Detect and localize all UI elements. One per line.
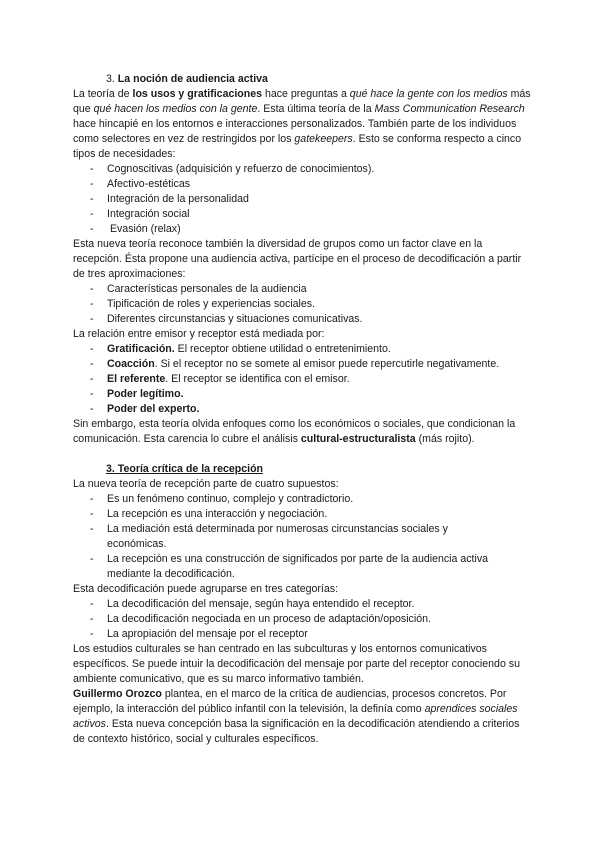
document-page — [73, 72, 533, 747]
list-item: - La recepción es una interacción y negociación. — [86, 507, 533, 522]
mediation-desc: . Si el receptor no se somete al emisor puede repercutirle negativamente. — [154, 358, 500, 370]
approaches-list — [73, 282, 533, 327]
italic-phrase: qué hacen los medios con la gente — [93, 103, 258, 115]
list-item: - Tipificación de roles y experiencias sociales. — [86, 297, 533, 312]
list-item — [86, 357, 533, 372]
section-number: 3. — [106, 73, 115, 85]
list-item — [86, 402, 533, 417]
text-run: . Esta nueva concepción basa la significación en la decodificación atendiendo a criterios de contexto histórico, social y culturales específicos. — [73, 718, 520, 745]
text-run: La teoría de — [73, 88, 133, 100]
list-item: - Integración social — [86, 207, 533, 222]
list-item: - Diferentes circunstancias y situaciones comunicativas. — [86, 312, 533, 327]
paragraph-supuestos: La nueva teoría de recepción parte de cuatro supuestos: — [73, 478, 339, 490]
list-item: - Afectivo-estéticas — [86, 177, 533, 192]
list-item — [86, 387, 533, 402]
italic-phrase: aprendices sociales activos — [73, 703, 518, 730]
text-run: hace preguntas a — [262, 88, 350, 100]
list-item: - Evasión (relax) — [86, 222, 533, 237]
section-heading-teoria-critica — [73, 462, 533, 477]
italic-phrase: Mass Communication Research — [374, 103, 525, 115]
list-item — [86, 342, 533, 357]
mediation-term: El referente — [107, 373, 166, 385]
list-item: - Cognoscitivas (adquisición y refuerzo de conocimientos). — [86, 162, 533, 177]
list-item: - Es un fenómeno continuo, complejo y contradictorio. — [86, 492, 533, 507]
mediation-term: Gratificación. — [107, 343, 175, 355]
bold-term: los usos y gratificaciones — [132, 88, 263, 100]
list-item: - La decodificación negociada en un proceso de adaptación/oposición. — [86, 612, 533, 627]
paragraph-orozco — [73, 687, 533, 747]
assumptions-list — [73, 492, 533, 582]
needs-list — [73, 162, 533, 237]
italic-phrase: gatekeepers — [294, 133, 353, 145]
section-heading-audiencia-activa — [73, 72, 533, 87]
mediation-desc: El receptor obtiene utilidad o entretenimiento. — [174, 343, 391, 355]
section-title: La noción de audiencia activa — [117, 73, 268, 85]
list-item: - La decodificación del mensaje, según haya entendido el receptor. — [86, 597, 533, 612]
paragraph-relacion: La relación entre emisor y receptor está mediada por: — [73, 328, 325, 340]
text-run: más que — [73, 88, 531, 115]
paragraph-usos-gratificaciones — [73, 87, 533, 162]
list-item — [86, 372, 533, 387]
mediation-term: Poder del experto. — [107, 403, 200, 415]
text-run: Sin embargo, esta teoría olvida enfoques como los económicos o sociales, que condicionan la comunicación. Esta carencia lo cubre el análisis — [73, 418, 516, 445]
bold-term: Guillermo Orozco — [73, 688, 162, 700]
italic-phrase: qué hace la gente con los medios — [349, 88, 508, 100]
paragraph-categorias: Esta decodificación puede agruparse en tres categorías: — [73, 583, 339, 595]
text-run: . Esto se conforma respecto a cinco tipos de necesidades: — [73, 133, 522, 160]
text-run: plantea, en el marco de la crítica de audiencias, procesos concretos. Por ejemplo, la interacción del público infantil con la televisión, la definía como — [73, 688, 507, 715]
text-run: (más rojito). — [415, 433, 475, 445]
paragraph-diversidad: Esta nueva teoría reconoce también la diversidad de grupos como un factor clave en la recepción. Ésta propone una audiencia activa, partícipe en el proceso de decodificación a partir de tres aproximaciones: — [73, 238, 522, 280]
section-title: 3. Teoría crítica de la recepción — [106, 463, 264, 475]
mediations-list — [73, 342, 533, 417]
list-item: - La mediación está determinada por numerosas circunstancias sociales y económicas. — [86, 522, 533, 552]
paragraph-estudios-culturales: Los estudios culturales se han centrado en las subculturas y los entornos comunicativos específicos. Se puede intuir la decodificación del mensaje por parte del receptor conociendo su ambiente comunicativo, que es su marco informativo también. — [73, 643, 520, 685]
list-item: - Características personales de la audiencia — [86, 282, 533, 297]
text-run: hace hincapié en los entornos e interacciones personalizados. También parte de los individuos como selectores en vez de restringidos por los — [73, 118, 517, 145]
list-item: - Integración de la personalidad — [86, 192, 533, 207]
list-item: - La apropiación del mensaje por el receptor — [86, 627, 533, 642]
mediation-desc: . El receptor se identifica con el emisor. — [165, 373, 350, 385]
mediation-term: Coacción — [107, 358, 155, 370]
list-item: - La recepción es una construcción de significados por parte de la audiencia activa mediante la decodificación. — [86, 552, 533, 582]
bold-term: cultural-estructuralista — [300, 433, 416, 445]
paragraph-sin-embargo — [73, 417, 533, 447]
text-run: . Esta última teoría de la — [257, 103, 375, 115]
categories-list — [73, 597, 533, 642]
section-spacer — [73, 447, 533, 462]
mediation-term: Poder legítimo. — [107, 388, 184, 400]
